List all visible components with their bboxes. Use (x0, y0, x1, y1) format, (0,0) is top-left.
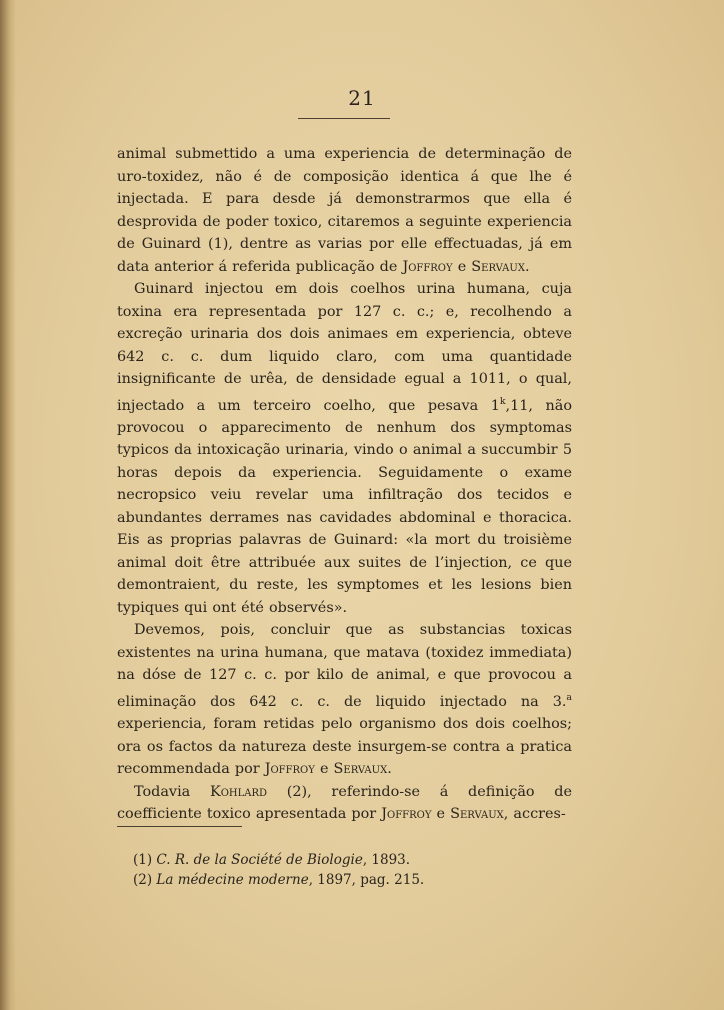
footnote-detail: , 1893. (362, 852, 411, 868)
text-run: e (314, 761, 334, 778)
superscript: k (499, 395, 506, 407)
page-spine-shadow (0, 0, 16, 1010)
page-number: 21 (348, 86, 376, 110)
text-run: . (387, 761, 392, 778)
paragraph (117, 278, 572, 619)
text-run: experiencia, foram retidas pelo organismo dos dois coelhos; ora os factos da natureza deste insurgem-se contra a pratica recommendada por (117, 716, 572, 778)
text-run: animal submettido a uma experiencia de determinação de uro-toxidez, não é de composição identica á que lhe é injectada. E para desde já demonstrarmos que ella é desprovida de poder toxico, citaremos a seguinte experiencia de Guinard (1), dentre as varias por elle effectuadas, já em data anterior á referida publicação de (117, 146, 572, 275)
footnotes (133, 850, 553, 890)
text-run: Todavia (134, 783, 210, 800)
page-number-rule (298, 118, 390, 119)
author-name: Joffroy (381, 806, 432, 823)
text-run: Devemos, pois, concluir que as substancias toxicas existentes na urina humana, que matava (toxidez immediata) na dóse de 127 c. c. por kilo de animal, e que provocou a eliminação dos 642 c. c. de liquido injectado na 3. (117, 622, 572, 710)
author-name: Servaux (450, 806, 504, 823)
footnote-source: La médecine moderne (156, 872, 309, 888)
body-text (117, 143, 572, 826)
footnote-number: (1) (133, 852, 153, 868)
text-run: . (524, 258, 530, 275)
author-name: Servaux (333, 761, 388, 778)
author-name: Servaux (471, 258, 525, 275)
footnote-rule (117, 826, 242, 827)
text-run: Guinard injectou em dois coelhos urina humana, cuja toxina era representada por 127 c. c.; e, recolhendo a excreção urinaria dos dois animaes em experiencia, obteve 642 c. c. dum liquido claro, com uma quantidade insignificante de urêa, de densidade egual a 1011, o qual, injectado a um terceiro coelho, que pesava 1 (117, 281, 572, 414)
author-name: Kohlard (209, 783, 268, 800)
footnote-2 (133, 870, 553, 890)
footnote-source: C. R. de la Société de Biologie (156, 852, 363, 868)
text-run: (2), referindo-se á definição de coefficiente toxico apresentada por (117, 783, 572, 823)
author-name: Joffroy (264, 761, 315, 778)
author-name: Joffroy (402, 258, 453, 275)
footnote-detail: , 1897, pag. 215. (308, 872, 425, 888)
superscript: a (566, 691, 572, 703)
footnote-1 (133, 850, 553, 870)
paragraph (117, 619, 572, 780)
text-run: , accres- (503, 806, 566, 823)
text-run: ,11, não provocou o apparecimento de nenhum dos symptomas typicos da intoxicação urinaria, vindo o animal a succumbir 5 horas depois da experiencia. Seguidamente o exame necropsico veiu revelar uma infiltração dos tecidos e abundantes derrames nas cavidades abdominal e thoracica. Eis as proprias palavras de Guinard: «la mort du troisième animal doit être attribuée aux suites de l’injection, ce que demontraient, du reste, les symptomes et les lesions bien typiques qui ont été observés». (117, 397, 573, 616)
text-run: e (452, 258, 472, 275)
paragraph (117, 143, 572, 278)
footnote-number: (2) (133, 872, 153, 888)
paragraph (117, 781, 572, 826)
text-run: e (431, 806, 451, 823)
